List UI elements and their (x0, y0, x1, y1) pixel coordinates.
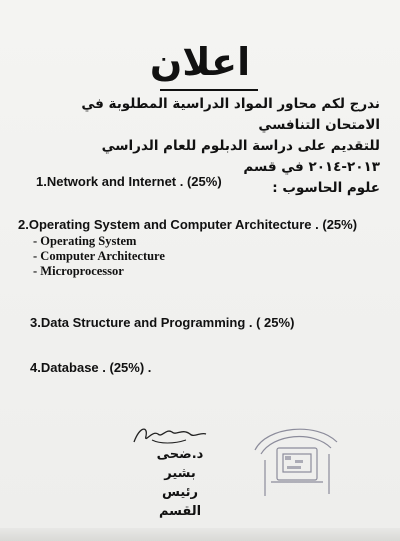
topic-database: 4.Database . (25%) . (30, 360, 152, 375)
signatory-block (140, 445, 220, 521)
announcement-title: اعلان (149, 40, 251, 84)
signatory-role: رئيس القسم (158, 485, 202, 519)
department-stamp (247, 420, 343, 510)
intro-line: ندرج لكم محاور المواد الدراسية المطلوبة في الامتحان التنافسي (81, 96, 380, 133)
intro-line: للتقديم على دراسة الدبلوم للعام الدراسي ٢٠١٣-٢٠١٤ في قسم (101, 138, 380, 175)
subtopic-item: - Operating System (33, 234, 165, 249)
title-underline (160, 89, 258, 91)
topic-data-structure: 3.Data Structure and Programming . ( 25%) (30, 315, 295, 330)
signatory-name: د.ضحى بشير (156, 447, 204, 481)
subtopic-list (33, 234, 165, 279)
topic-operating-system: 2.Operating System and Computer Architecture . (25%) (18, 217, 358, 232)
subtopic-item: - Microprocessor (33, 264, 165, 279)
page-bottom-edge (0, 528, 400, 541)
topic-network: 1.Network and Internet . (25%) (36, 174, 222, 189)
subtopic-item: - Computer Architecture (33, 249, 165, 264)
intro-line: علوم الحاسوب : (272, 180, 380, 196)
